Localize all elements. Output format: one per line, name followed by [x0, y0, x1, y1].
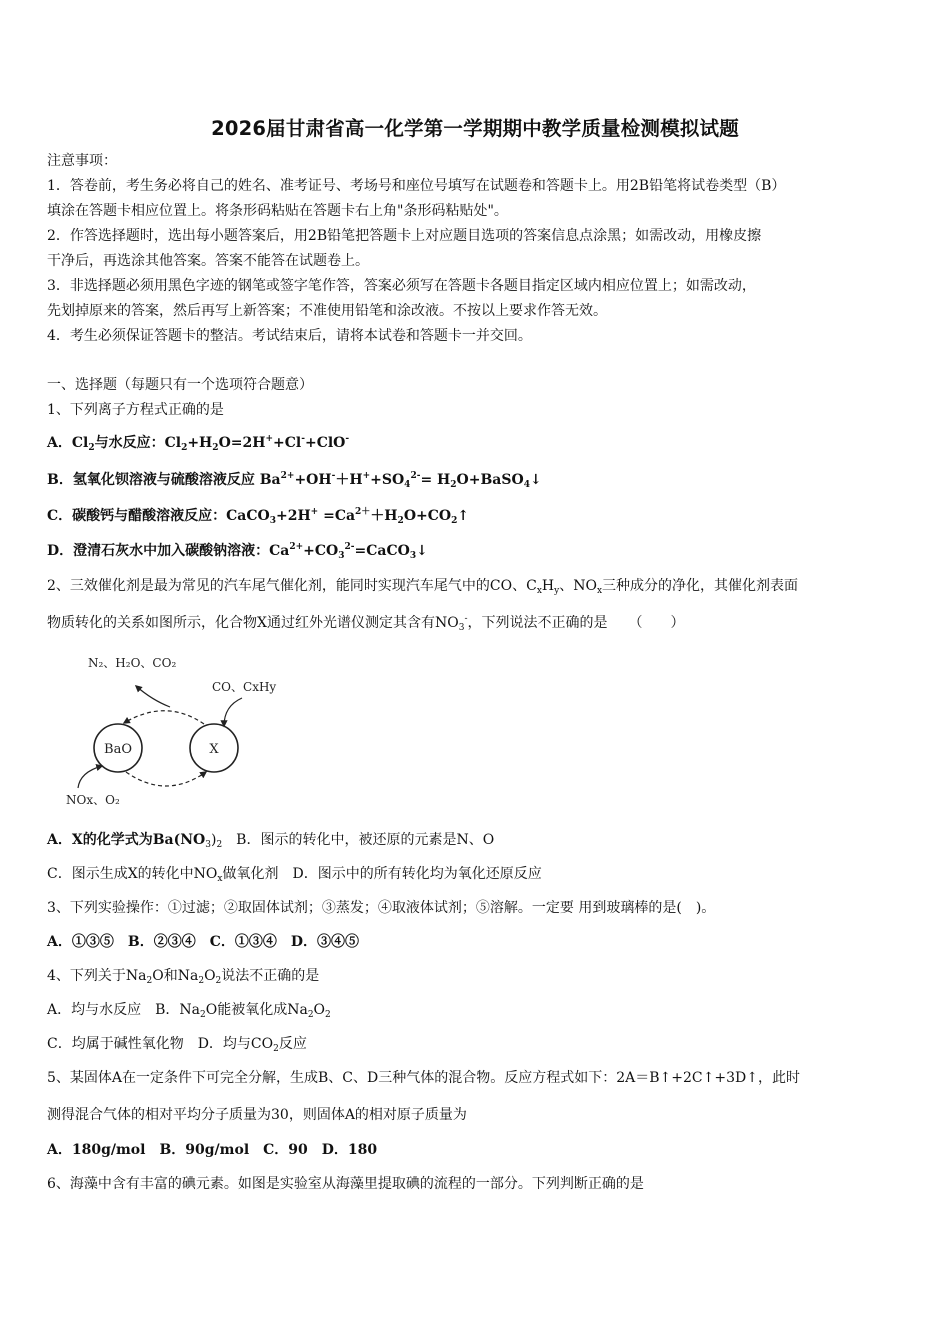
notice-line-3: 2．作答选择题时，选出每小题答案后，用2B铅笔把答题卡上对应题目选项的答案信息点涂黑；如需改动，用橡皮擦 [47, 228, 762, 244]
bao-node-label: BaO [104, 742, 132, 757]
notice-line-1: 1．答卷前，考生务必将自己的姓名、准考证号、考场号和座位号填写在试题卷和答题卡上。用2B铅笔将试卷类型（B） [47, 178, 786, 194]
notice-heading: 注意事项： [47, 153, 117, 169]
q3-options: A．①③⑤ B．②③④ C．①③④ D．③④⑤ [47, 934, 359, 950]
q2-stem-line-2: 物质转化的关系如图所示，化合物X通过红外光谱仪测定其含有$NO_3^-$，下列说法不正确的是 （ ） [47, 614, 685, 633]
catalyst-cycle-diagram [58, 648, 298, 818]
oxidants-label: NOx、O₂ [66, 793, 120, 807]
notice-line-2: 填涂在答题卡相应位置上。将条形码粘贴在答题卡右上角"条形码粘贴处"。 [47, 203, 508, 219]
notice-line-5: 3．非选择题必须用黑色字迹的钢笔或签字笔作答，答案必须写在答题卡各题目指定区域内相应位置上；如需改动， [47, 278, 756, 294]
notice-line-6: 先划掉原来的答案，然后再写上新答案；不准使用铅笔和涂改液。不按以上要求作答无效。 [47, 303, 607, 319]
x-to-bao-arrow [124, 711, 204, 724]
notice-line-4: 干净后，再选涂其他答案。答案不能答在试题卷上。 [47, 253, 369, 269]
reductants-arrow [224, 698, 242, 726]
x-node-label: X [209, 742, 219, 757]
q1-stem: 1、下列离子方程式正确的是 [47, 402, 224, 418]
q1-option-a: A．$Cl_2$与水反应：$Cl_2+H_2O=2H^++Cl^-+ClO^-$ [47, 434, 350, 453]
notice-line-7: 4．考生必须保证答题卡的整洁。考试结束后，请将本试卷和答题卡一并交回。 [47, 328, 532, 344]
q1-option-d: D．澄清石灰水中加入碳酸钠溶液：$Ca^{2+}+CO_3^{2-}=CaCO_3↓$ [47, 542, 428, 561]
q2-options-ab: A．X的化学式为$Ba(NO_3)_2$ B．图示的转化中，被还原的元素是N、O [47, 832, 495, 850]
q5-stem-line-1: 5、某固体A在一定条件下可完全分解，生成B、C、D三种气体的混合物。反应方程式如下：2A＝B↑+2C↑+3D↑，此时 [47, 1070, 800, 1086]
oxidants-arrow [78, 766, 102, 788]
section-heading: 一、选择题（每题只有一个选项符合题意） [47, 377, 313, 393]
bao-to-x-arrow [126, 772, 206, 786]
q2-options-cd: C．图示生成X的转化中$NO_x$做氧化剂 D．图示中的所有转化均为氧化还原反应 [47, 866, 542, 884]
q6-stem: 6、海藻中含有丰富的碘元素。如图是实验室从海藻里提取碘的流程的一部分。下列判断正确的是 [47, 1176, 644, 1192]
q4-options-cd: C．均属于碱性氧化物 D．均与$CO_2$反应 [47, 1036, 307, 1054]
q4-stem: 4、下列关于$Na_2O$和$Na_2O_2$说法不正确的是 [47, 968, 320, 986]
reductants-label: CO、CxHy [212, 680, 277, 694]
products-arrow [136, 686, 170, 707]
products-label: N₂、H₂O、CO₂ [88, 656, 177, 670]
q1-option-c: C．碳酸钙与醋酸溶液反应：CaCO$_3$+2H+ $=Ca^{2+}+H_2O+CO_2↑$ [47, 507, 470, 526]
q3-stem: 3、下列实验操作：①过滤；②取固体试剂；③蒸发；④取液体试剂；⑤溶解。一定要 用到玻璃棒的是( )。 [47, 900, 716, 916]
q4-options-ab: A．均与水反应 B．$Na_2O$能被氧化成$Na_2O_2$ [47, 1002, 331, 1020]
q5-options: A．180g/mol B．90g/mol C．90 D．180 [47, 1142, 378, 1158]
q2-stem-line-1: 2、三效催化剂是最为常见的汽车尾气催化剂，能同时实现汽车尾气中的CO、$C_xH_y$、$NO_x$三种成分的净化，其催化剂表面 [47, 578, 799, 596]
q5-stem-line-2: 测得混合气体的相对平均分子质量为30，则固体A的相对原子质量为 [47, 1107, 467, 1123]
page-title: 2026届甘肃省高一化学第一学期期中教学质量检测模拟试题 [211, 117, 739, 140]
q1-option-b: B．氢氧化钡溶液与硫酸溶液反应 $Ba^{2+}+OH^-+H^++SO_4^{2-}=$ $H_2O+BaSO_4↓$ [47, 471, 542, 490]
